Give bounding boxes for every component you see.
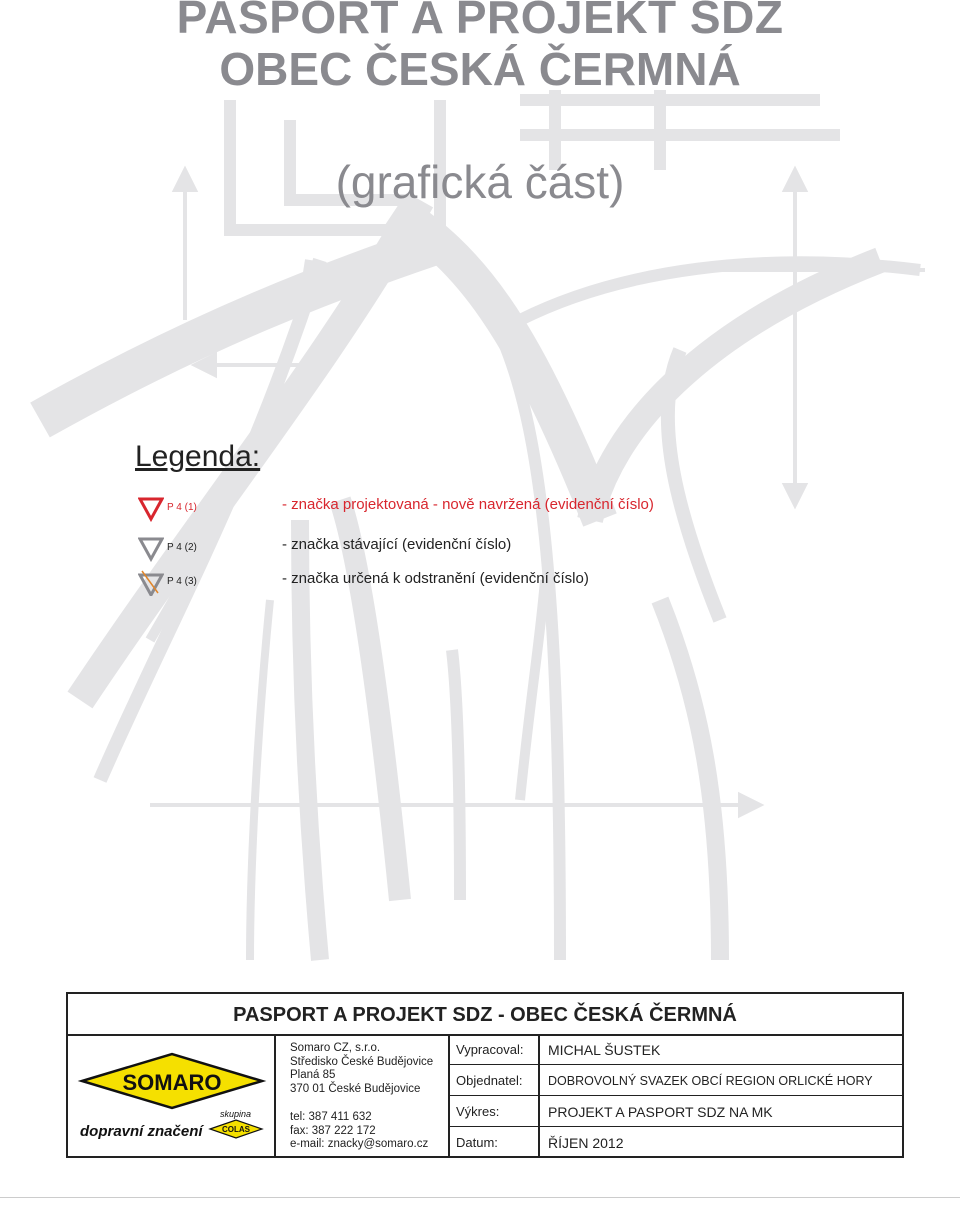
field-value: MICHAL ŠUSTEK [548,1042,661,1058]
logo-brand: SOMARO [122,1070,222,1095]
legend-text: - značka projektovaná - nově navržená (evidenční číslo) [282,496,654,513]
page-title-line-1: PASPORT A PROJEKT SDZ [176,0,784,43]
title-block-header: PASPORT A PROJEKT SDZ - OBEC ČESKÁ ČERMNÁ [68,994,902,1036]
company-branch: Středisko České Budějovice [290,1055,434,1068]
logo-group-name: COLAS [222,1125,250,1134]
title-block-fields [450,1034,902,1158]
field-label: Datum: [450,1127,540,1158]
triangle-red-icon [138,496,164,522]
field-row-date [450,1127,902,1158]
company-street: Planá 85 [290,1069,336,1081]
company-fax: fax: 387 222 172 [290,1124,376,1137]
field-value: ŘÍJEN 2012 [548,1135,624,1151]
logo-subtitle: dopravní značení [80,1123,203,1140]
page-bottom-divider [0,1197,960,1198]
company-name: Somaro CZ, s.r.o. [290,1042,381,1054]
legend-code: P 4 (3) [167,576,197,587]
legend-item-removal [0,570,960,600]
field-value: DOBROVOLNÝ SVAZEK OBCÍ REGION ORLICKÉ HORY [548,1074,873,1088]
legend-item-existing [0,536,960,566]
triangle-grey-icon [138,536,164,562]
legend-code: P 4 (1) [167,502,197,513]
legend-heading: Legenda: [135,440,261,473]
legend-code: P 4 (2) [167,542,197,553]
logo-group-label: skupina [220,1109,252,1119]
company-email: e-mail: znacky@somaro.cz [290,1138,429,1150]
somaro-logo-graphic [68,1034,274,1158]
legend-text: - značka stávající (evidenční číslo) [282,536,512,553]
title-block [66,992,904,1158]
legend-item-projected [0,496,960,526]
page-title-line-2: OBEC ČESKÁ ČERMNÁ [219,43,741,95]
page-subtitle: (grafická část) [335,156,625,208]
field-label: Výkres: [450,1096,540,1126]
legend-text: - značka určená k odstranění (evidenční číslo) [282,570,589,587]
field-label: Vypracoval: [450,1034,540,1064]
field-row-author [450,1034,902,1065]
company-city: 370 01 České Budějovice [290,1082,421,1095]
field-value: PROJEKT A PASPORT SDZ NA MK [548,1104,773,1120]
company-info [274,1034,450,1158]
somaro-logo [68,1034,274,1158]
triangle-crossed-icon [138,570,164,596]
company-tel: tel: 387 411 632 [290,1111,372,1123]
field-row-client [450,1065,902,1096]
field-row-drawing [450,1096,902,1127]
field-label: Objednatel: [450,1065,540,1095]
